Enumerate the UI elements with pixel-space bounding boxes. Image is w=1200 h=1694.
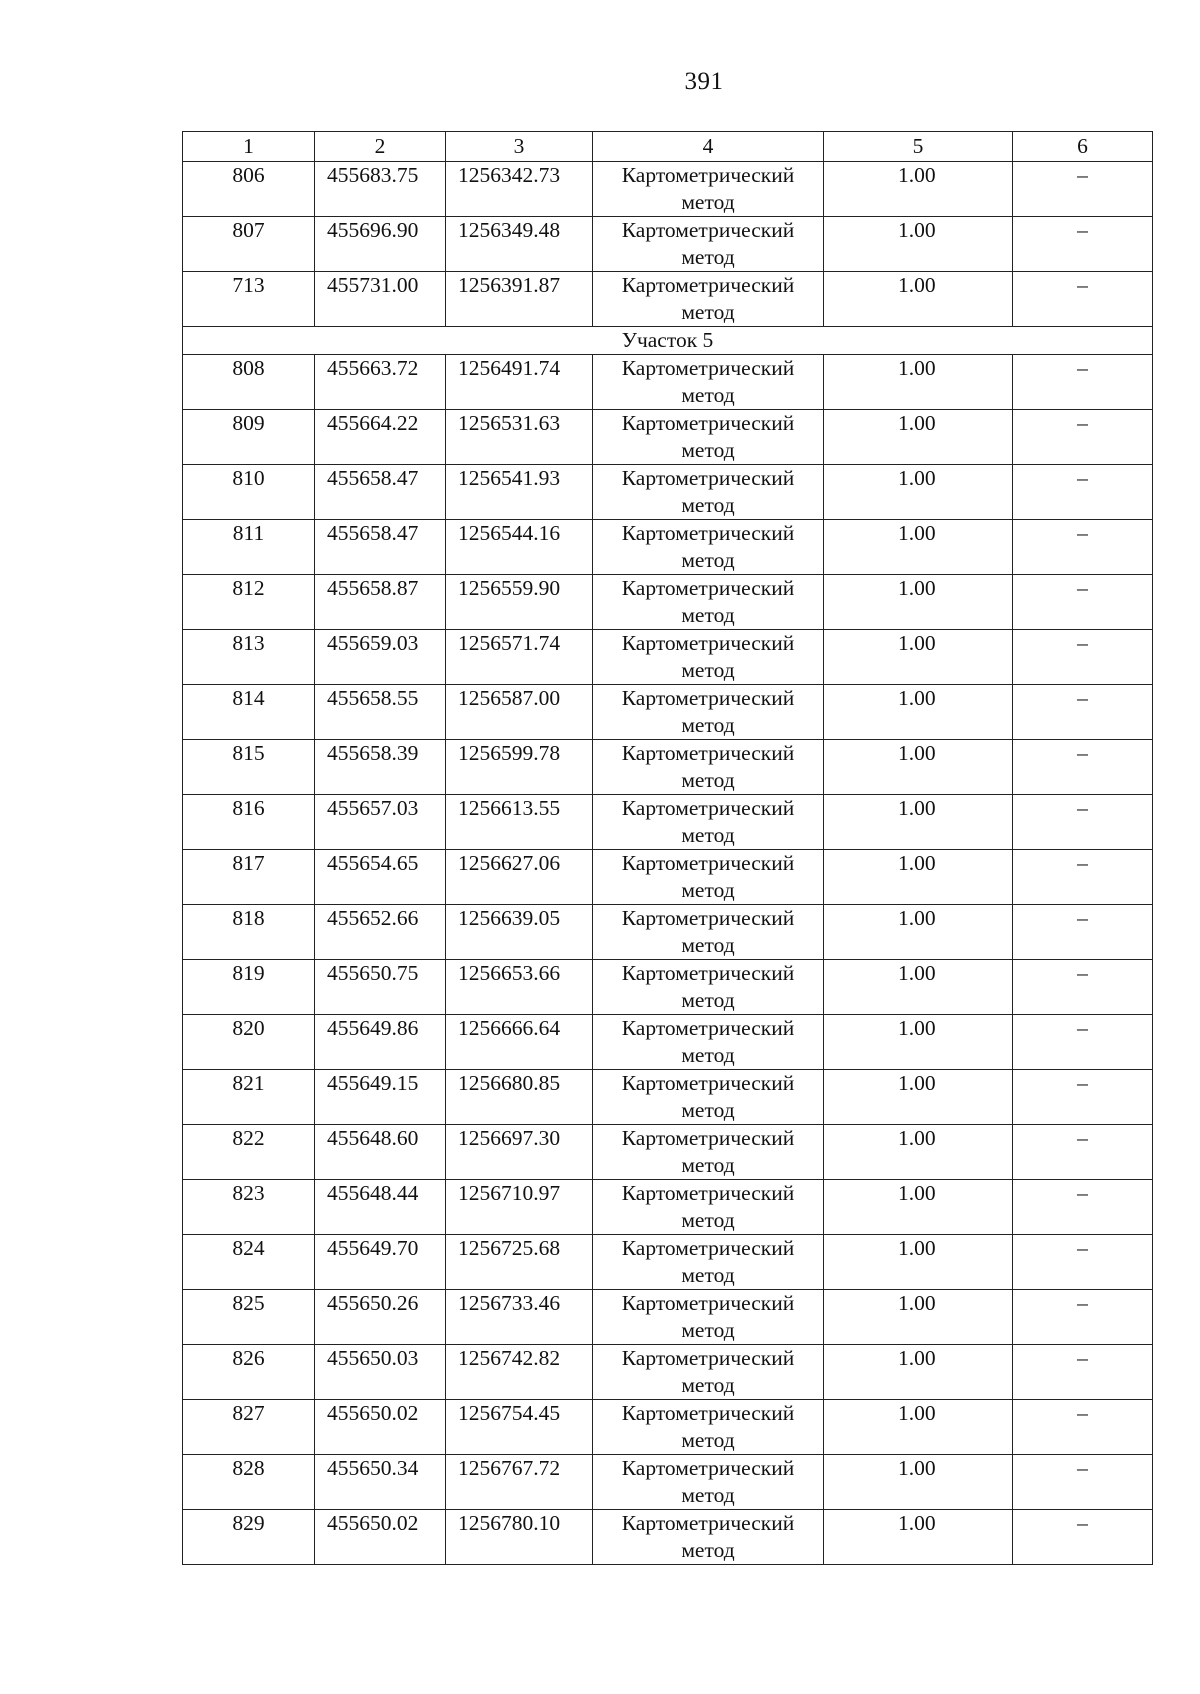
x-coordinate-cell: 455649.15 xyxy=(315,1070,446,1125)
x-coordinate-cell: 455650.75 xyxy=(315,960,446,1015)
accuracy-cell: 1.00 xyxy=(824,410,1013,465)
table-body xyxy=(183,132,1153,1565)
y-coordinate-cell: 1256627.06 xyxy=(446,850,593,905)
point-number-cell: 829 xyxy=(183,1510,315,1565)
method-cell: Картометрический метод xyxy=(593,1290,824,1345)
point-number-cell: 823 xyxy=(183,1180,315,1235)
table-row xyxy=(183,905,1153,960)
point-number-cell: 818 xyxy=(183,905,315,960)
method-cell: Картометрический метод xyxy=(593,740,824,795)
method-cell: Картометрический метод xyxy=(593,410,824,465)
note-cell: – xyxy=(1013,355,1153,410)
x-coordinate-cell: 455650.02 xyxy=(315,1510,446,1565)
method-cell: Картометрический метод xyxy=(593,355,824,410)
method-cell: Картометрический метод xyxy=(593,1455,824,1510)
note-cell: – xyxy=(1013,1290,1153,1345)
accuracy-cell: 1.00 xyxy=(824,1235,1013,1290)
method-cell: Картометрический метод xyxy=(593,575,824,630)
accuracy-cell: 1.00 xyxy=(824,1400,1013,1455)
method-cell: Картометрический метод xyxy=(593,850,824,905)
accuracy-cell: 1.00 xyxy=(824,217,1013,272)
table-row xyxy=(183,1180,1153,1235)
note-cell: – xyxy=(1013,1345,1153,1400)
method-cell: Картометрический метод xyxy=(593,272,824,327)
table-row xyxy=(183,1125,1153,1180)
y-coordinate-cell: 1256599.78 xyxy=(446,740,593,795)
accuracy-cell: 1.00 xyxy=(824,960,1013,1015)
method-cell: Картометрический метод xyxy=(593,162,824,217)
note-cell: – xyxy=(1013,1070,1153,1125)
note-cell: – xyxy=(1013,520,1153,575)
point-number-cell: 820 xyxy=(183,1015,315,1070)
accuracy-cell: 1.00 xyxy=(824,575,1013,630)
x-coordinate-cell: 455649.86 xyxy=(315,1015,446,1070)
y-coordinate-cell: 1256754.45 xyxy=(446,1400,593,1455)
table-row xyxy=(183,960,1153,1015)
y-coordinate-cell: 1256491.74 xyxy=(446,355,593,410)
accuracy-cell: 1.00 xyxy=(824,162,1013,217)
accuracy-cell: 1.00 xyxy=(824,355,1013,410)
method-cell: Картометрический метод xyxy=(593,1400,824,1455)
section-row xyxy=(183,327,1153,355)
table-row xyxy=(183,630,1153,685)
method-cell: Картометрический метод xyxy=(593,1070,824,1125)
accuracy-cell: 1.00 xyxy=(824,1125,1013,1180)
table-row xyxy=(183,1015,1153,1070)
point-number-cell: 810 xyxy=(183,465,315,520)
y-coordinate-cell: 1256587.00 xyxy=(446,685,593,740)
point-number-cell: 806 xyxy=(183,162,315,217)
x-coordinate-cell: 455658.47 xyxy=(315,465,446,520)
note-cell: – xyxy=(1013,217,1153,272)
accuracy-cell: 1.00 xyxy=(824,905,1013,960)
table-row xyxy=(183,465,1153,520)
method-cell: Картометрический метод xyxy=(593,905,824,960)
x-coordinate-cell: 455696.90 xyxy=(315,217,446,272)
x-coordinate-cell: 455658.87 xyxy=(315,575,446,630)
y-coordinate-cell: 1256653.66 xyxy=(446,960,593,1015)
x-coordinate-cell: 455658.39 xyxy=(315,740,446,795)
point-number-cell: 814 xyxy=(183,685,315,740)
point-number-cell: 816 xyxy=(183,795,315,850)
point-number-cell: 822 xyxy=(183,1125,315,1180)
accuracy-cell: 1.00 xyxy=(824,520,1013,575)
y-coordinate-cell: 1256571.74 xyxy=(446,630,593,685)
point-number-cell: 813 xyxy=(183,630,315,685)
note-cell: – xyxy=(1013,410,1153,465)
method-cell: Картометрический метод xyxy=(593,960,824,1015)
point-number-cell: 815 xyxy=(183,740,315,795)
point-number-cell: 809 xyxy=(183,410,315,465)
x-coordinate-cell: 455658.47 xyxy=(315,520,446,575)
point-number-cell: 808 xyxy=(183,355,315,410)
x-coordinate-cell: 455652.66 xyxy=(315,905,446,960)
note-cell: – xyxy=(1013,850,1153,905)
y-coordinate-cell: 1256544.16 xyxy=(446,520,593,575)
method-cell: Картометрический метод xyxy=(593,630,824,685)
column-header-3: 3 xyxy=(446,132,593,162)
x-coordinate-cell: 455663.72 xyxy=(315,355,446,410)
point-number-cell: 713 xyxy=(183,272,315,327)
x-coordinate-cell: 455650.26 xyxy=(315,1290,446,1345)
table-row xyxy=(183,1510,1153,1565)
column-header-4: 4 xyxy=(593,132,824,162)
table-row xyxy=(183,272,1153,327)
table-row xyxy=(183,1400,1153,1455)
x-coordinate-cell: 455650.02 xyxy=(315,1400,446,1455)
note-cell: – xyxy=(1013,1510,1153,1565)
y-coordinate-cell: 1256639.05 xyxy=(446,905,593,960)
accuracy-cell: 1.00 xyxy=(824,740,1013,795)
accuracy-cell: 1.00 xyxy=(824,1290,1013,1345)
y-coordinate-cell: 1256391.87 xyxy=(446,272,593,327)
y-coordinate-cell: 1256666.64 xyxy=(446,1015,593,1070)
x-coordinate-cell: 455659.03 xyxy=(315,630,446,685)
column-header-2: 2 xyxy=(315,132,446,162)
method-cell: Картометрический метод xyxy=(593,685,824,740)
table-row xyxy=(183,355,1153,410)
y-coordinate-cell: 1256742.82 xyxy=(446,1345,593,1400)
point-number-cell: 807 xyxy=(183,217,315,272)
accuracy-cell: 1.00 xyxy=(824,1180,1013,1235)
accuracy-cell: 1.00 xyxy=(824,685,1013,740)
point-number-cell: 812 xyxy=(183,575,315,630)
note-cell: – xyxy=(1013,272,1153,327)
x-coordinate-cell: 455654.65 xyxy=(315,850,446,905)
note-cell: – xyxy=(1013,1235,1153,1290)
x-coordinate-cell: 455648.44 xyxy=(315,1180,446,1235)
y-coordinate-cell: 1256531.63 xyxy=(446,410,593,465)
column-header-1: 1 xyxy=(183,132,315,162)
y-coordinate-cell: 1256725.68 xyxy=(446,1235,593,1290)
point-number-cell: 824 xyxy=(183,1235,315,1290)
table-row xyxy=(183,850,1153,905)
section-label: Участок 5 xyxy=(183,327,1153,355)
accuracy-cell: 1.00 xyxy=(824,465,1013,520)
x-coordinate-cell: 455658.55 xyxy=(315,685,446,740)
note-cell: – xyxy=(1013,630,1153,685)
table-row xyxy=(183,1235,1153,1290)
note-cell: – xyxy=(1013,1015,1153,1070)
method-cell: Картометрический метод xyxy=(593,1180,824,1235)
x-coordinate-cell: 455648.60 xyxy=(315,1125,446,1180)
y-coordinate-cell: 1256342.73 xyxy=(446,162,593,217)
method-cell: Картометрический метод xyxy=(593,1235,824,1290)
note-cell: – xyxy=(1013,685,1153,740)
point-number-cell: 817 xyxy=(183,850,315,905)
note-cell: – xyxy=(1013,1125,1153,1180)
method-cell: Картометрический метод xyxy=(593,1510,824,1565)
y-coordinate-cell: 1256710.97 xyxy=(446,1180,593,1235)
note-cell: – xyxy=(1013,575,1153,630)
point-number-cell: 828 xyxy=(183,1455,315,1510)
point-number-cell: 826 xyxy=(183,1345,315,1400)
table-row xyxy=(183,1455,1153,1510)
table-row xyxy=(183,1345,1153,1400)
y-coordinate-cell: 1256733.46 xyxy=(446,1290,593,1345)
x-coordinate-cell: 455657.03 xyxy=(315,795,446,850)
note-cell: – xyxy=(1013,1455,1153,1510)
accuracy-cell: 1.00 xyxy=(824,1345,1013,1400)
method-cell: Картометрический метод xyxy=(593,520,824,575)
note-cell: – xyxy=(1013,1400,1153,1455)
method-cell: Картометрический метод xyxy=(593,217,824,272)
x-coordinate-cell: 455650.34 xyxy=(315,1455,446,1510)
table-row xyxy=(183,520,1153,575)
x-coordinate-cell: 455649.70 xyxy=(315,1235,446,1290)
table-header-row xyxy=(183,132,1153,162)
coordinates-table xyxy=(182,131,1153,1565)
method-cell: Картометрический метод xyxy=(593,1345,824,1400)
table-row xyxy=(183,740,1153,795)
table-row xyxy=(183,1290,1153,1345)
x-coordinate-cell: 455731.00 xyxy=(315,272,446,327)
y-coordinate-cell: 1256680.85 xyxy=(446,1070,593,1125)
y-coordinate-cell: 1256780.10 xyxy=(446,1510,593,1565)
note-cell: – xyxy=(1013,465,1153,520)
accuracy-cell: 1.00 xyxy=(824,272,1013,327)
x-coordinate-cell: 455650.03 xyxy=(315,1345,446,1400)
accuracy-cell: 1.00 xyxy=(824,850,1013,905)
note-cell: – xyxy=(1013,1180,1153,1235)
point-number-cell: 821 xyxy=(183,1070,315,1125)
column-header-6: 6 xyxy=(1013,132,1153,162)
table-row xyxy=(183,685,1153,740)
accuracy-cell: 1.00 xyxy=(824,630,1013,685)
method-cell: Картометрический метод xyxy=(593,795,824,850)
y-coordinate-cell: 1256613.55 xyxy=(446,795,593,850)
note-cell: – xyxy=(1013,960,1153,1015)
table-row xyxy=(183,410,1153,465)
x-coordinate-cell: 455664.22 xyxy=(315,410,446,465)
y-coordinate-cell: 1256767.72 xyxy=(446,1455,593,1510)
accuracy-cell: 1.00 xyxy=(824,795,1013,850)
accuracy-cell: 1.00 xyxy=(824,1015,1013,1070)
column-header-5: 5 xyxy=(824,132,1013,162)
table-row xyxy=(183,575,1153,630)
accuracy-cell: 1.00 xyxy=(824,1070,1013,1125)
table-row xyxy=(183,795,1153,850)
accuracy-cell: 1.00 xyxy=(824,1510,1013,1565)
table-row xyxy=(183,1070,1153,1125)
y-coordinate-cell: 1256559.90 xyxy=(446,575,593,630)
note-cell: – xyxy=(1013,740,1153,795)
y-coordinate-cell: 1256541.93 xyxy=(446,465,593,520)
table-row xyxy=(183,217,1153,272)
y-coordinate-cell: 1256349.48 xyxy=(446,217,593,272)
note-cell: – xyxy=(1013,795,1153,850)
note-cell: – xyxy=(1013,162,1153,217)
method-cell: Картометрический метод xyxy=(593,1015,824,1070)
point-number-cell: 825 xyxy=(183,1290,315,1345)
note-cell: – xyxy=(1013,905,1153,960)
point-number-cell: 811 xyxy=(183,520,315,575)
x-coordinate-cell: 455683.75 xyxy=(315,162,446,217)
method-cell: Картометрический метод xyxy=(593,465,824,520)
table-row xyxy=(183,162,1153,217)
method-cell: Картометрический метод xyxy=(593,1125,824,1180)
page-number: 391 xyxy=(684,68,724,95)
point-number-cell: 819 xyxy=(183,960,315,1015)
point-number-cell: 827 xyxy=(183,1400,315,1455)
y-coordinate-cell: 1256697.30 xyxy=(446,1125,593,1180)
accuracy-cell: 1.00 xyxy=(824,1455,1013,1510)
